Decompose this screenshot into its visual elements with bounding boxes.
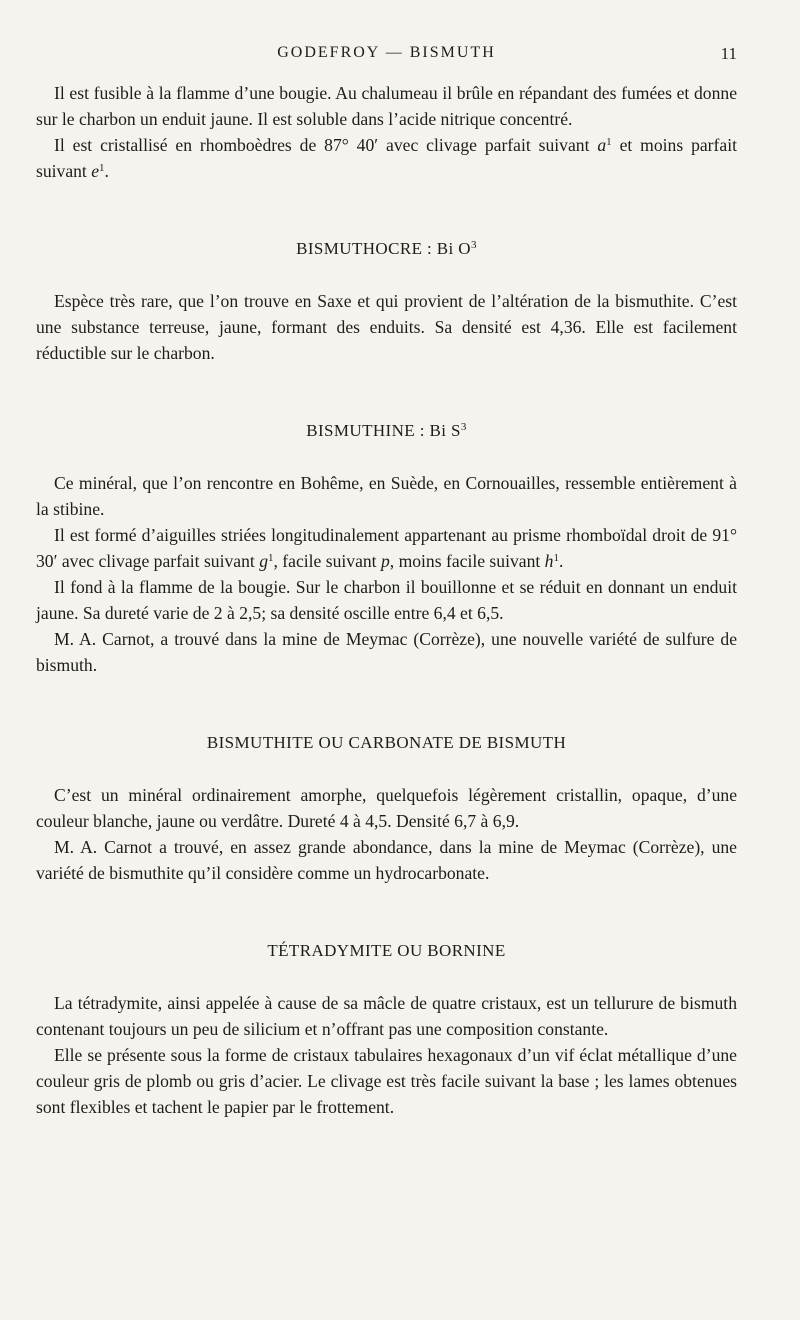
bismuthine-paragraph-3: Il fond à la flamme de la bougie. Sur le charbon il bouillonne et se réduit en donnant un enduit jaune. Sa dureté varie de 2 à 2,5; sa densité oscille entre 6,4 et 6,5. xyxy=(36,577,737,623)
intro-section xyxy=(36,80,737,184)
bismuthine-p2-p: p xyxy=(380,551,390,571)
intro-p2-a-sup: 1 xyxy=(606,136,612,148)
bismuthite-paragraph-2: M. A. Carnot a trouvé, en assez grande abondance, dans la mine de Meymac (Corrèze), une variété de bismuthite qu’il considère comme un hydrocarbonate. xyxy=(36,837,737,883)
intro-p2-text: Il est cristallisé en rhomboèdres de 87° 40′ avec clivage parfait suivant xyxy=(54,135,598,155)
intro-p2-e: e xyxy=(91,161,100,181)
tetradymite-paragraph-2: Elle se présente sous la forme de cristaux tabulaires hexagonaux d’un vif éclat métallique d’une couleur gris de plomb ou gris d’acier. Le clivage est très facile suivant la base ; les lames obtenues sont flexibles et tachent le papier par le frottement. xyxy=(36,1045,737,1117)
intro-paragraph-1: Il est fusible à la flamme d’une bougie. Au chalumeau il brûle en répandant des fumées et donne sur le charbon un enduit jaune. Il est soluble dans l’acide nitrique concentré. xyxy=(36,83,737,129)
bismuthine-p2-h-sup: 1 xyxy=(553,552,559,564)
bismuthine-p2-mid: , facile suivant xyxy=(273,551,381,571)
running-header xyxy=(36,44,737,74)
running-title: GODEFROY — BISMUTH xyxy=(277,44,496,61)
bismuthine-p2-g: g xyxy=(259,551,268,571)
bismuthite-paragraph-1: C’est un minéral ordinairement amorphe, quelquefois légèrement cristallin, opaque, d’une couleur blanche, jaune ou verdâtre. Dureté 4 à 4,5. Densité 6,7 à 6,9. xyxy=(36,785,737,831)
intro-p2-end: . xyxy=(104,161,109,181)
intro-paragraph-2 xyxy=(36,132,737,184)
heading-bismuthocre-sup: 3 xyxy=(470,239,477,251)
bismuthocre-paragraph-1: Espèce très rare, que l’on trouve en Saxe et qui provient de l’altération de la bismuthite. C’est une substance terreuse, jaune, formant des enduits. Sa densité est 4,36. Elle est facilement réductible sur le charbon. xyxy=(36,291,737,363)
heading-bismuthine xyxy=(36,418,737,444)
bismuthine-p2-end: . xyxy=(558,551,564,571)
heading-bismuthine-text: BISMUTHINE : Bi S xyxy=(306,421,461,440)
intro-p2-mid: et moins parfait suivant xyxy=(36,135,737,181)
bismuthine-p2-mid2: , moins facile suivant xyxy=(389,551,545,571)
bismuthine-paragraph-2 xyxy=(36,522,737,574)
bismuthine-p2-text: Il est formé d’aiguilles striées longitudinalement appartenant au prisme rhomboïdal droit de 91° 30′ avec clivage parfait suivant xyxy=(36,525,737,571)
bismuthine-paragraph-1: Ce minéral, que l’on rencontre en Bohême, en Suède, en Cornouailles, ressemble entièrement à la stibine. xyxy=(36,473,737,519)
heading-bismuthite: BISMUTHITE OU CARBONATE DE BISMUTH xyxy=(206,733,567,752)
heading-tetradymite: TÉTRADYMITE OU BORNINE xyxy=(267,941,506,960)
page-number: 11 xyxy=(720,44,737,63)
document-page xyxy=(36,0,737,1120)
intro-p2-a: a xyxy=(597,135,607,155)
bismuthine-p2-h: h xyxy=(544,551,554,571)
bismuthine-paragraph-4: M. A. Carnot, a trouvé dans la mine de Meymac (Corrèze), une nouvelle variété de sulfure de bismuth. xyxy=(36,629,737,675)
heading-bismuthocre xyxy=(36,236,737,262)
intro-p2-e-sup: 1 xyxy=(99,162,105,174)
bismuthine-p2-g-sup: 1 xyxy=(267,552,274,564)
heading-bismuthocre-text: BISMUTHOCRE : Bi O xyxy=(296,239,471,258)
tetradymite-paragraph-1: La tétradymite, ainsi appelée à cause de sa mâcle de quatre cristaux, est un tellurure de bismuth contenant toujours un peu de silicium et n’offrant pas une composition constante. xyxy=(36,993,737,1039)
heading-bismuthine-sup: 3 xyxy=(460,421,467,433)
